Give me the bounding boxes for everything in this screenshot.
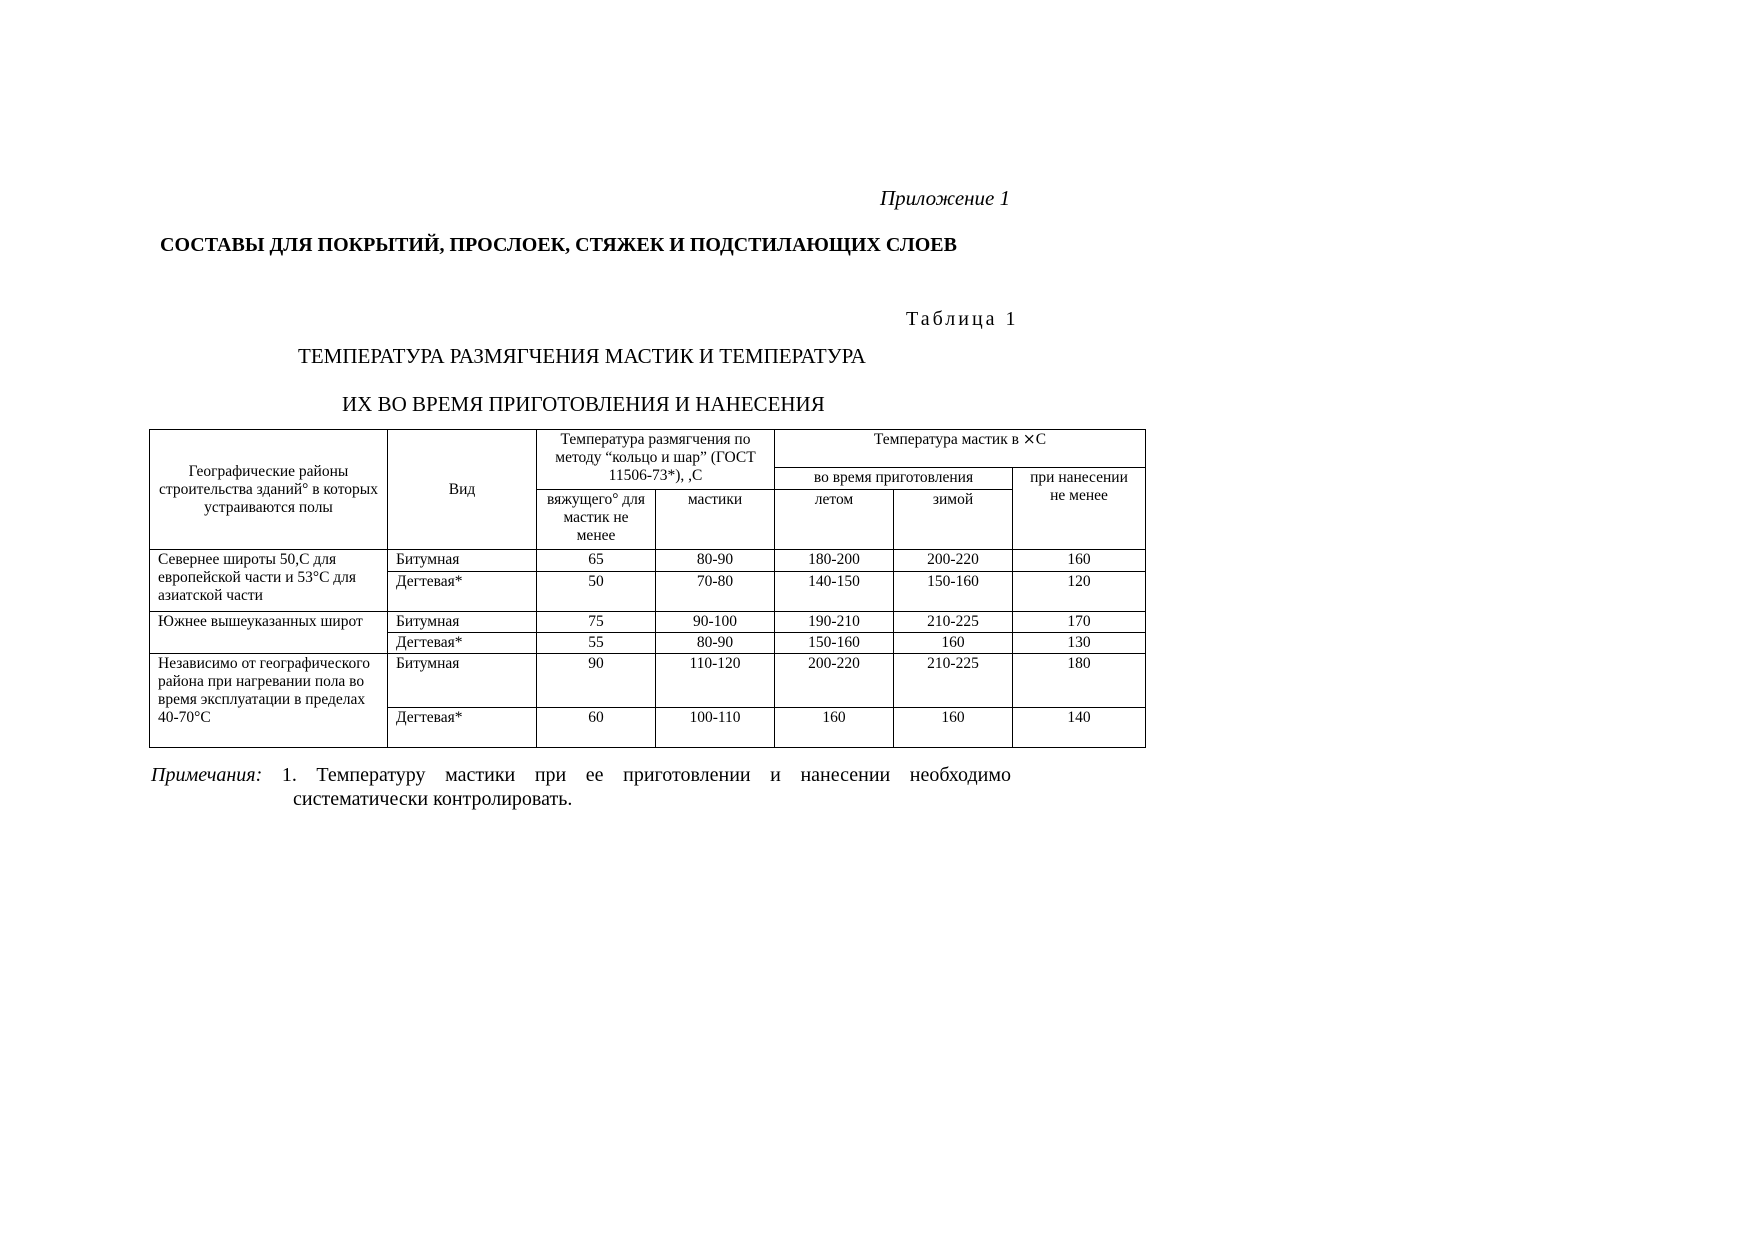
- winter-cell: 160: [894, 708, 1013, 748]
- table-row: [150, 550, 1146, 572]
- mastic-cell: 80-90: [656, 633, 775, 654]
- winter-cell: 200-220: [894, 550, 1013, 572]
- note-line1-text: 1. Температуру мастики при ее приготовлении и нанесении необходимо: [281, 764, 1011, 786]
- main-title: СОСТАВЫ ДЛЯ ПОКРЫТИЙ, ПРОСЛОЕК, СТЯЖЕК И ПОДСТИЛАЮЩИХ СЛОЕВ: [160, 234, 957, 256]
- apply-cell: 130: [1013, 633, 1146, 654]
- summer-cell: 140-150: [775, 572, 894, 612]
- apply-cell: 170: [1013, 612, 1146, 633]
- type-cell: Битумная: [388, 612, 537, 633]
- appendix-label: Приложение 1: [880, 186, 1011, 210]
- header-mastic-temp: Температура мастик в ⨯С: [775, 430, 1146, 468]
- binder-cell: 90: [537, 654, 656, 708]
- binder-cell: 60: [537, 708, 656, 748]
- winter-cell: 210-225: [894, 612, 1013, 633]
- type-cell: Битумная: [388, 550, 537, 572]
- notes: [151, 763, 1011, 811]
- header-summer: летом: [775, 490, 894, 550]
- mastic-cell: 90-100: [656, 612, 775, 633]
- summer-cell: 200-220: [775, 654, 894, 708]
- mastic-cell: 100-110: [656, 708, 775, 748]
- binder-cell: 65: [537, 550, 656, 572]
- header-type: Вид: [388, 430, 537, 550]
- winter-cell: 160: [894, 633, 1013, 654]
- apply-cell: 180: [1013, 654, 1146, 708]
- region-cell: Севернее широты 50,С для европейской части и 53°С для азиатской части: [150, 550, 388, 612]
- winter-cell: 210-225: [894, 654, 1013, 708]
- notes-label: Примечания:: [151, 764, 263, 786]
- summer-cell: 160: [775, 708, 894, 748]
- summer-cell: 190-210: [775, 612, 894, 633]
- header-winter: зимой: [894, 490, 1013, 550]
- note-line1: [151, 763, 1011, 787]
- table-title-line1: ТЕМПЕРАТУРА РАЗМЯГЧЕНИЯ МАСТИК И ТЕМПЕРАТУРА: [298, 344, 866, 368]
- temperature-table: [149, 429, 1146, 748]
- header-softening: Температура размягчения по методу “кольцо и шар” (ГОСТ 11506-73*), ,С: [537, 430, 775, 490]
- table-row: [150, 612, 1146, 633]
- type-cell: Битумная: [388, 654, 537, 708]
- apply-cell: 120: [1013, 572, 1146, 612]
- region-cell: Независимо от географического района при нагревании пола во время эксплуатации в пределах 40-70°С: [150, 654, 388, 748]
- mastic-cell: 80-90: [656, 550, 775, 572]
- header-at-application: при нанесении не менее: [1013, 468, 1146, 550]
- summer-cell: 180-200: [775, 550, 894, 572]
- header-mastic: мастики: [656, 490, 775, 550]
- table-title-line2: ИХ ВО ВРЕМЯ ПРИГОТОВЛЕНИЯ И НАНЕСЕНИЯ: [342, 392, 825, 416]
- note-line2: систематически контролировать.: [293, 788, 573, 810]
- apply-cell: 160: [1013, 550, 1146, 572]
- winter-cell: 150-160: [894, 572, 1013, 612]
- header-binder: вяжущего° для мастик не менее: [537, 490, 656, 550]
- header-during-prep: во время приготовления: [775, 468, 1013, 490]
- binder-cell: 50: [537, 572, 656, 612]
- region-cell: Южнее вышеуказанных широт: [150, 612, 388, 654]
- header-regions: Географические районы строительства зданий° в которых устраиваются полы: [150, 430, 388, 550]
- table-row: [150, 654, 1146, 708]
- mastic-cell: 110-120: [656, 654, 775, 708]
- type-cell: Дегтевая*: [388, 572, 537, 612]
- binder-cell: 75: [537, 612, 656, 633]
- type-cell: Дегтевая*: [388, 633, 537, 654]
- type-cell: Дегтевая*: [388, 708, 537, 748]
- mastic-cell: 70-80: [656, 572, 775, 612]
- binder-cell: 55: [537, 633, 656, 654]
- apply-cell: 140: [1013, 708, 1146, 748]
- table-label: Таблица 1: [906, 308, 1019, 330]
- summer-cell: 150-160: [775, 633, 894, 654]
